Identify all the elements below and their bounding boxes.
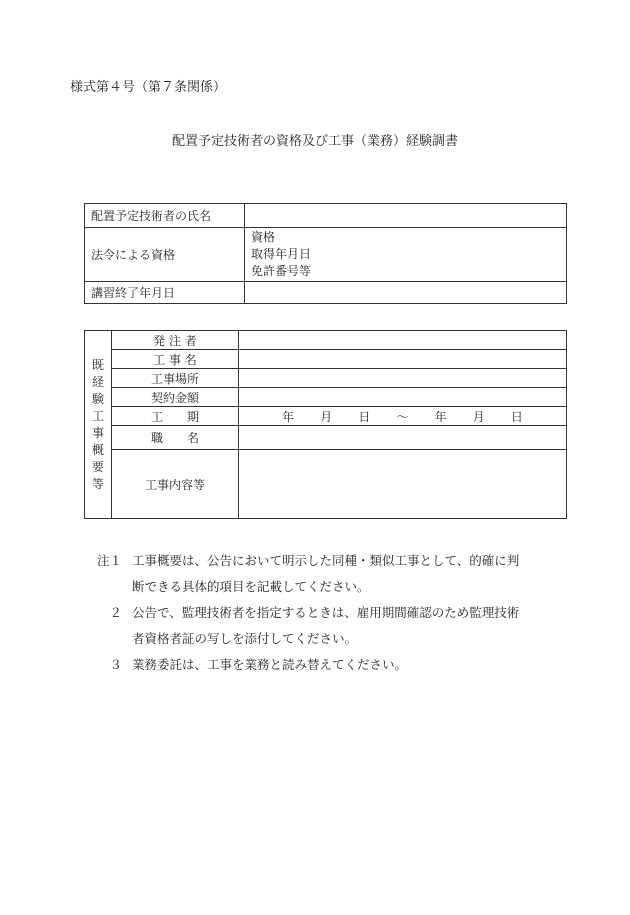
project-location-label: 工事場所: [112, 369, 239, 388]
end-year-unit: 年: [434, 409, 447, 424]
vertical-char: 工: [91, 408, 104, 423]
vertical-char: 既: [91, 357, 104, 372]
project-details-label: 工事内容等: [112, 450, 239, 519]
notes-section: [84, 548, 574, 678]
note-text: 公告で、監理技術者を指定するときは、雇用期間確認のため監理技術: [132, 605, 520, 620]
table-row: [85, 388, 567, 407]
technician-info-table: [84, 203, 567, 304]
table-row: [85, 450, 567, 519]
table-row: [85, 426, 567, 450]
client-label: 発 注 者: [112, 331, 239, 350]
period-value[interactable]: [239, 407, 567, 426]
note-text-continued: 断できる具体的項目を記載してください。: [132, 579, 370, 594]
table-row: [85, 331, 567, 350]
vertical-char: 事: [91, 425, 104, 440]
project-location-value[interactable]: [239, 369, 567, 388]
contract-amount-value[interactable]: [239, 388, 567, 407]
project-details-value[interactable]: [239, 450, 567, 519]
project-name-value[interactable]: [239, 350, 567, 369]
note-text: 工事概要は、公告において明示した同種・類似工事として、的確に判: [132, 553, 520, 568]
vertical-char: 経: [91, 374, 104, 389]
table-row: [85, 407, 567, 426]
vertical-header: [85, 331, 112, 519]
acquisition-date-line: 取得年月日: [251, 247, 312, 261]
document-title: 配置予定技術者の資格及び工事（業務）経験調書: [171, 134, 458, 149]
period-fields: [239, 408, 566, 425]
client-value[interactable]: [239, 331, 567, 350]
training-value[interactable]: [245, 282, 567, 304]
table-row: [85, 282, 567, 304]
table-row: [85, 228, 567, 282]
end-month-unit: 月: [472, 409, 485, 424]
note-text-continued: 者資格者証の写しを添付してください。: [132, 631, 358, 646]
qualification-label: 法令による資格: [85, 228, 245, 282]
name-label: 配置予定技術者の氏名: [85, 204, 245, 228]
qualification-value[interactable]: [245, 228, 567, 282]
vertical-char: 要: [91, 459, 104, 474]
table-row: [85, 350, 567, 369]
vertical-char: 概: [91, 442, 104, 457]
experience-table: [84, 330, 567, 519]
start-day-unit: 日: [358, 409, 371, 424]
range-separator: ～: [396, 409, 409, 424]
contract-amount-label: 契約金額: [112, 388, 239, 407]
license-number-line: 免許番号等: [251, 264, 312, 278]
start-month-unit: 月: [320, 409, 333, 424]
note-number: ２: [109, 605, 122, 620]
project-name-label: 工 事 名: [112, 350, 239, 369]
position-value[interactable]: [239, 426, 567, 450]
note-item: [84, 652, 574, 678]
start-year-unit: 年: [282, 409, 295, 424]
vertical-char: 験: [91, 391, 104, 406]
note-number: ３: [109, 657, 122, 672]
note-item: [84, 548, 574, 574]
training-label: 講習終了年月日: [85, 282, 245, 304]
note-text: 業務委託は、工事を業務と読み替えてください。: [132, 657, 408, 672]
vertical-char: 等: [91, 476, 104, 491]
form-number: 様式第４号（第７条関係）: [70, 80, 227, 95]
period-label: 工 期: [112, 407, 239, 426]
table-row: [85, 204, 567, 228]
position-label: 職 名: [112, 426, 239, 450]
note-item: [84, 600, 574, 626]
note-number: 注１: [96, 553, 122, 568]
name-value[interactable]: [245, 204, 567, 228]
table-row: [85, 369, 567, 388]
qualification-line: 資格: [251, 230, 276, 244]
end-day-unit: 日: [510, 409, 523, 424]
